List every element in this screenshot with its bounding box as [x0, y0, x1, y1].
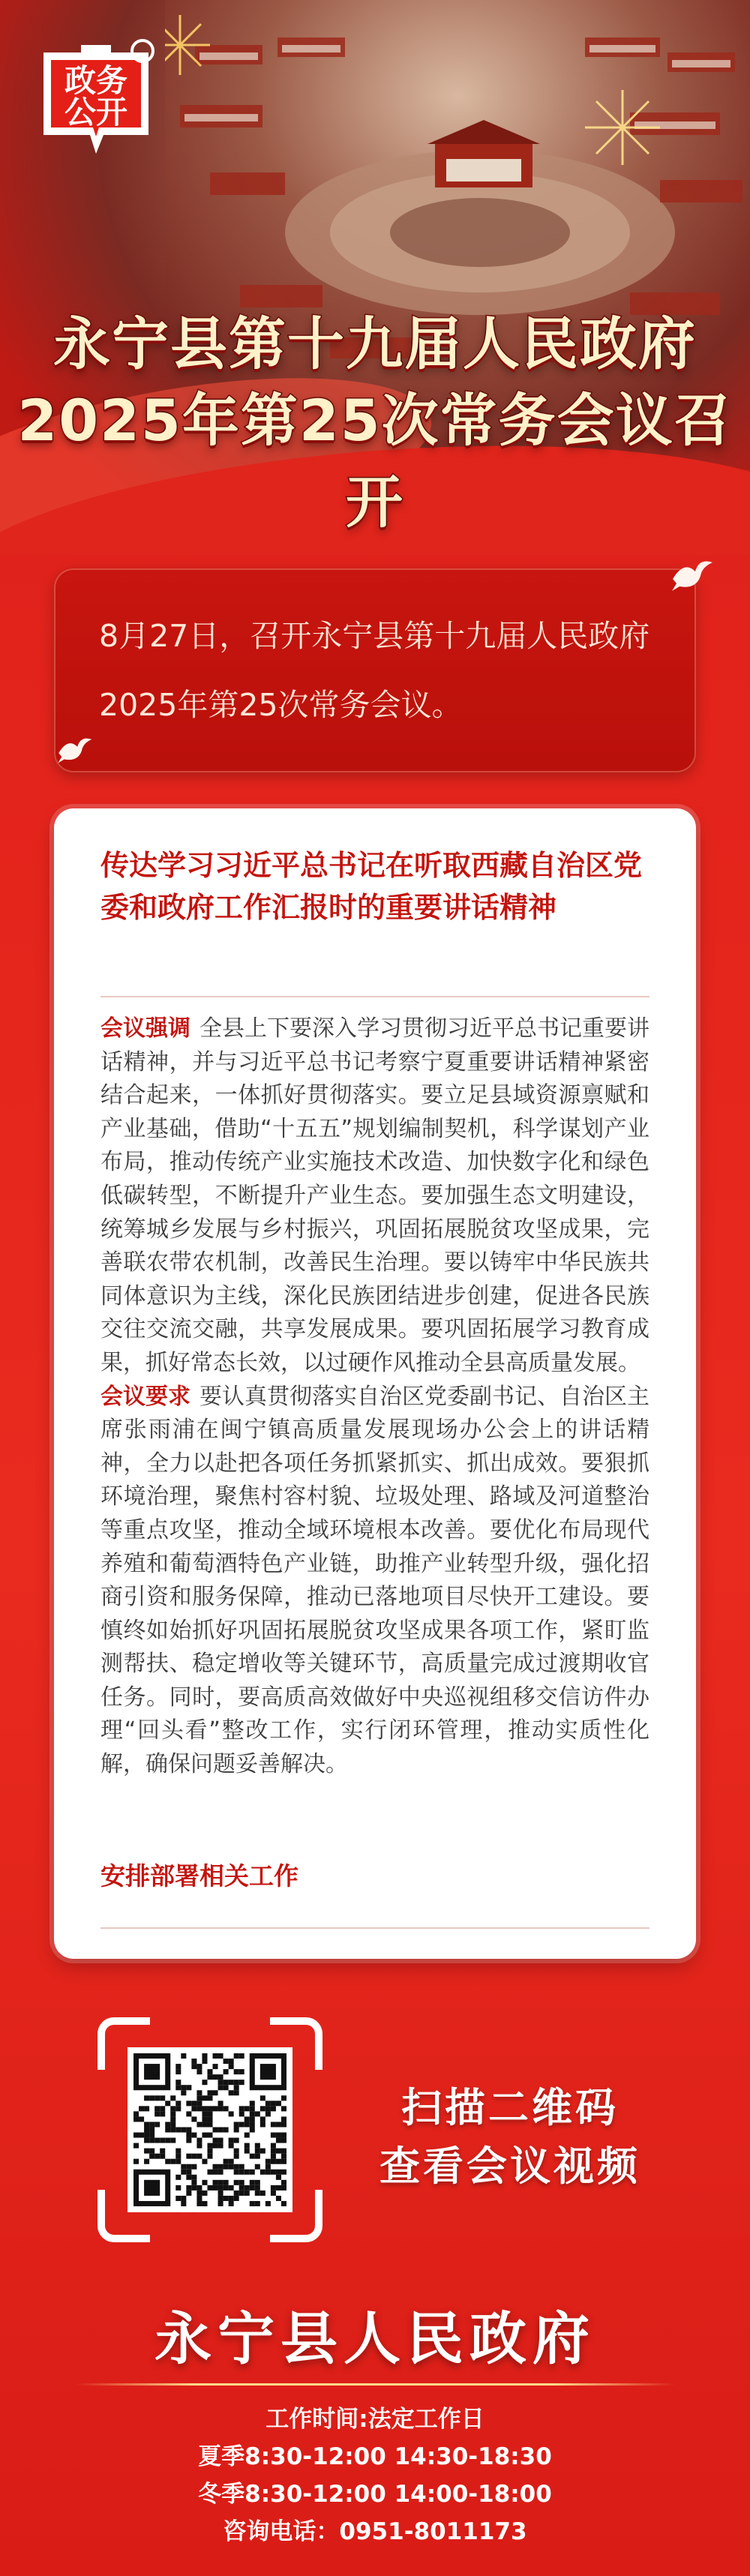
- winter-hours: 冬季8:30-12:00 14:00-18:00: [198, 2481, 552, 2508]
- government-affairs-logo-icon: [21, 22, 171, 172]
- summer-hours: 夏季8:30-12:00 14:30-18:30: [198, 2443, 552, 2470]
- section-1-text: 全县上下要深入学习贯彻习近平总书记重要讲话精神，并与习近平总书记考察宁夏重要讲话精神紧密结合起来，一体抓好贯彻落实。要立足县域资源禀赋和产业基础，借助“十五五”规划编制契机，科学谋划产业布局，推动传统产业实施技术改造、加快数字化和绿色低碳转型，不断提升产业生态。要加强生态文明建设，统筹城乡发展与乡村振兴，巩固拓展脱贫攻坚成果，完善联农带农机制，改善民生治理。要以铸牢中华民族共同体意识为主线，深化民族团结进步创建，促进各民族交往交流交融，共享发展成果。要巩固拓展学习教育成果，抓好常态长效，以过硬作风推动全县高质量发展。: [100, 1015, 650, 1376]
- footer-org-name: 永宁县人民政府: [154, 2305, 596, 2372]
- content-card: [54, 808, 696, 1959]
- divider: [100, 1927, 650, 1929]
- footer-divider: [75, 2383, 675, 2386]
- logo-text-1: 政务: [64, 62, 128, 99]
- phone[interactable]: 咨询电话：0951-8011173: [223, 2518, 527, 2545]
- qr-caption-line-1: 扫描二维码: [401, 2083, 619, 2131]
- section-1: [100, 1012, 650, 1381]
- card-body: [100, 1012, 650, 1782]
- card-heading: 传达学习习近平总书记在听取西藏自治区党委和政府工作汇报时的重要讲话精神: [100, 849, 643, 924]
- logo-text-2: 公开: [64, 94, 128, 130]
- main-title-line-2: 2025年第25次常务会议召开: [17, 387, 733, 535]
- qr-caption-line-2: 查看会议视频: [380, 2142, 640, 2190]
- divider: [100, 996, 650, 997]
- main-title-line-1: 永宁县第十九届人民政府: [53, 310, 697, 377]
- qr-frame: [98, 2017, 322, 2242]
- intro-box: [54, 568, 696, 772]
- section-1-label: 会议强调: [100, 1015, 190, 1042]
- dove-icon: [56, 733, 93, 766]
- work-time: 工作时间:法定工作日: [266, 2406, 484, 2433]
- section-2-label: 会议要求: [100, 1383, 190, 1410]
- banner: [0, 0, 750, 555]
- qr-code-icon[interactable]: [128, 2047, 292, 2212]
- dove-icon: [669, 556, 714, 594]
- section-2: [100, 1381, 650, 1782]
- section-2-text: 要认真贯彻落实自治区党委副书记、自治区主席张雨浦在闽宁镇高质量发展现场办公会上的讲话精神，全力以赴把各项任务抓紧抓实、抓出成效。要狠抓环境治理，聚焦村容村貌、垃圾处理、路域及河道整治等重点攻坚，推动全域环境根本改善。要优化布局现代养殖和葡萄酒特色产业链，助推产业转型升级，强化招商引资和服务保障，推动已落地项目尽快开工建设。要慎终如始抓好巩固拓展脱贫攻坚成果各项工作，紧盯监测帮扶、稳定增收等关键环节，高质量完成过渡期收官任务。同时，要高质高效做好中央巡视组移交信访件办理“回头看”整改工作，实行闭环管理，推动实质性化解，确保问题妥善解决。: [100, 1383, 650, 1778]
- card-subheading: 安排部署相关工作: [100, 1861, 298, 1891]
- intro-text: 8月27日，召开永宁县第十九届人民政府2025年第25次常务会议。: [99, 618, 650, 723]
